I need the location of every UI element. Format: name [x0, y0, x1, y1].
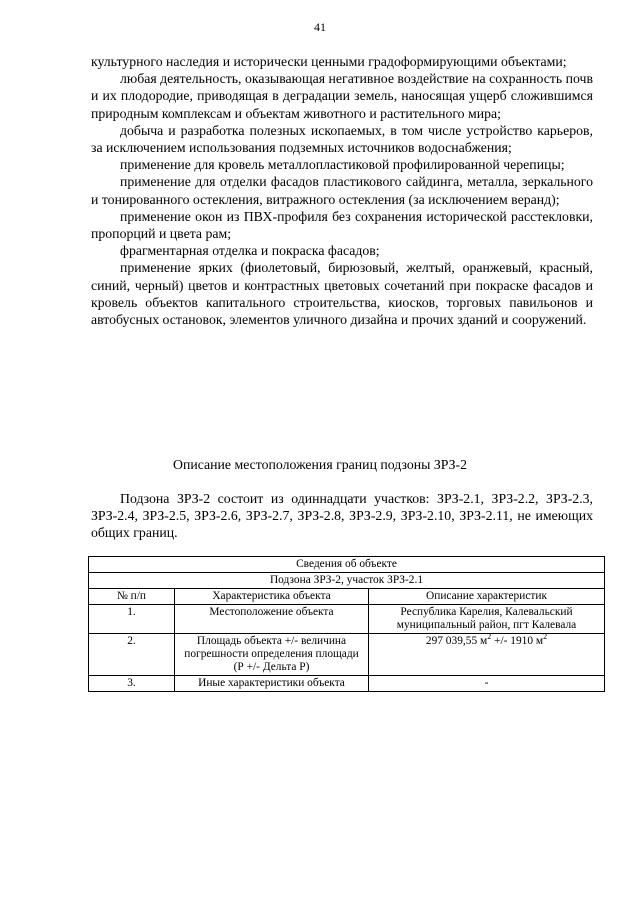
row-characteristic: Площадь объекта +/- величина погрешности определения площади (Р +/- Дельта Р): [175, 634, 369, 676]
table-header-row: [89, 589, 605, 605]
area-tolerance: +/- 1910 м: [491, 635, 544, 647]
table-title-row: [89, 557, 605, 573]
row-number: 3.: [89, 676, 175, 692]
object-info-table: [88, 556, 605, 692]
area-unit-exponent: 2: [487, 632, 492, 642]
row-number: 1.: [89, 605, 175, 634]
header-number: № п/п: [89, 589, 175, 605]
table-subtitle: Подзона ЗРЗ-2, участок ЗРЗ-2.1: [89, 573, 605, 589]
section-heading: Описание местоположения границ подзоны ЗРЗ-2: [172, 457, 467, 472]
paragraph-6: применение окон из ПВХ-профиля без сохранения исторической расстекловки, пропорций и цвета рам;: [91, 208, 593, 242]
row-description: Республика Карелия, Калевальский муниципальный район, пгт Калевала: [369, 605, 605, 634]
paragraph-4: применение для кровель металлопластиковой профилированной черепицы;: [120, 157, 565, 173]
body-text: [91, 53, 593, 328]
paragraph-7: фрагментарная отделка и покраска фасадов;: [120, 243, 380, 259]
subzone-paragraph: Подзона ЗРЗ-2 состоит из одиннадцати участков: ЗРЗ-2.1, ЗРЗ-2.2, ЗРЗ-2.3, ЗРЗ-2.4, ЗРЗ-2.5, ЗРЗ-2.6, ЗРЗ-2.7, ЗРЗ-2.8, ЗРЗ-2.9, ЗРЗ-2.10, ЗРЗ-2.11, не имеющих общих границ.: [91, 491, 593, 541]
header-characteristic: Характеристика объекта: [175, 589, 369, 605]
table-row: [89, 634, 605, 676]
paragraph-1: культурного наследия и исторически ценными градоформирующими объектами;: [91, 54, 567, 69]
table-title: Сведения об объекте: [89, 557, 605, 573]
paragraph-3: добыча и разработка полезных ископаемых, в том числе устройство карьеров, за исключением использования подземных источников водоснабжения;: [91, 122, 593, 156]
table-row: [89, 605, 605, 634]
paragraph-8: применение ярких (фиолетовый, бирюзовый, желтый, оранжевый, красный, синий, черный) цветов и контрастных цветовых сочетаний при покраске фасадов и кровель объектов капитального строительства, киосков, торговых павильонов и автобусных остановок, элементов уличного дизайна и прочих зданий и сооружений.: [91, 260, 593, 328]
table-row: [89, 676, 605, 692]
row-characteristic: Иные характеристики объекта: [175, 676, 369, 692]
header-description: Описание характеристик: [369, 589, 605, 605]
row-characteristic: Местоположение объекта: [175, 605, 369, 634]
row-number: 2.: [89, 634, 175, 676]
paragraph-5: применение для отделки фасадов пластикового сайдинга, металла, зеркального и тонированного остекления, витражного остекления (за исключением веранд);: [91, 174, 593, 207]
tolerance-unit-exponent: 2: [543, 632, 548, 642]
row-description: [369, 634, 605, 676]
paragraph-2: любая деятельность, оказывающая негативное воздействие на сохранность почв и их плодородие, приводящая в деградации земель, наносящая ущерб сложившимся природным комплексам и объектам животного и растительного мира;: [91, 71, 593, 121]
area-value: 297 039,55 м: [425, 635, 488, 647]
page-number: 41: [314, 20, 326, 34]
table-subtitle-row: [89, 573, 605, 589]
row-description: -: [369, 676, 605, 692]
